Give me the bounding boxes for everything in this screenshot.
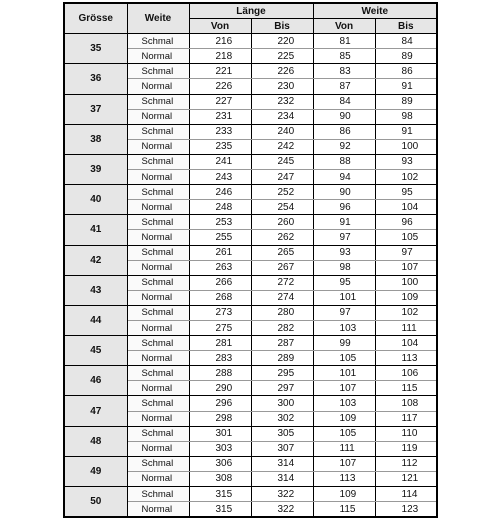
laenge-bis-cell: 272 bbox=[251, 275, 313, 290]
laenge-von-cell: 306 bbox=[189, 456, 251, 471]
weite-bis-cell: 97 bbox=[375, 245, 437, 260]
laenge-von-cell: 283 bbox=[189, 351, 251, 366]
weite-cell: Schmal bbox=[127, 185, 189, 200]
weite-bis-cell: 112 bbox=[375, 456, 437, 471]
weite-cell: Schmal bbox=[127, 94, 189, 109]
weite-bis-cell: 104 bbox=[375, 336, 437, 351]
laenge-bis-cell: 240 bbox=[251, 124, 313, 139]
table-row bbox=[64, 185, 437, 200]
laenge-bis-cell: 305 bbox=[251, 426, 313, 441]
weite-von-cell: 107 bbox=[313, 381, 375, 396]
size-cell: 45 bbox=[64, 336, 127, 366]
laenge-bis-cell: 252 bbox=[251, 185, 313, 200]
laenge-bis-cell: 225 bbox=[251, 49, 313, 64]
weite-cell: Normal bbox=[127, 79, 189, 94]
weite-cell: Normal bbox=[127, 441, 189, 456]
table-row bbox=[64, 426, 437, 441]
weite-bis-cell: 123 bbox=[375, 502, 437, 518]
weite-cell: Schmal bbox=[127, 275, 189, 290]
laenge-von-cell: 308 bbox=[189, 471, 251, 486]
weite-cell: Schmal bbox=[127, 64, 189, 79]
table-row bbox=[64, 64, 437, 79]
weite-von-cell: 98 bbox=[313, 260, 375, 275]
weite-cell: Schmal bbox=[127, 245, 189, 260]
weite-von-cell: 95 bbox=[313, 275, 375, 290]
laenge-von-cell: 301 bbox=[189, 426, 251, 441]
weite-bis-cell: 102 bbox=[375, 305, 437, 320]
weite-von-cell: 88 bbox=[313, 154, 375, 169]
weite-von-cell: 113 bbox=[313, 471, 375, 486]
weite-von-cell: 109 bbox=[313, 487, 375, 502]
laenge-von-cell: 315 bbox=[189, 487, 251, 502]
weite-cell: Schmal bbox=[127, 426, 189, 441]
size-cell: 49 bbox=[64, 456, 127, 486]
laenge-von-cell: 253 bbox=[189, 215, 251, 230]
weite-von-cell: 115 bbox=[313, 502, 375, 518]
laenge-von-cell: 290 bbox=[189, 381, 251, 396]
laenge-von-cell: 226 bbox=[189, 79, 251, 94]
laenge-von-cell: 298 bbox=[189, 411, 251, 426]
weite-von-cell: 107 bbox=[313, 456, 375, 471]
table-header bbox=[64, 3, 437, 34]
laenge-von-cell: 303 bbox=[189, 441, 251, 456]
weite-bis-cell: 86 bbox=[375, 64, 437, 79]
weite-cell: Schmal bbox=[127, 154, 189, 169]
laenge-von-cell: 268 bbox=[189, 290, 251, 305]
weite-bis-cell: 105 bbox=[375, 230, 437, 245]
weite-cell: Normal bbox=[127, 381, 189, 396]
weite-cell: Normal bbox=[127, 170, 189, 185]
size-cell: 37 bbox=[64, 94, 127, 124]
weite-von-cell: 83 bbox=[313, 64, 375, 79]
weite-bis-cell: 121 bbox=[375, 471, 437, 486]
size-cell: 47 bbox=[64, 396, 127, 426]
weite-bis-cell: 98 bbox=[375, 109, 437, 124]
weite-cell: Normal bbox=[127, 351, 189, 366]
weite-cell: Normal bbox=[127, 260, 189, 275]
weite-bis-cell: 107 bbox=[375, 260, 437, 275]
table-row bbox=[64, 124, 437, 139]
size-cell: 44 bbox=[64, 305, 127, 335]
weite-von-cell: 90 bbox=[313, 185, 375, 200]
laenge-von-cell: 218 bbox=[189, 49, 251, 64]
weite-bis-cell: 113 bbox=[375, 351, 437, 366]
weite-von-cell: 94 bbox=[313, 170, 375, 185]
table-row bbox=[64, 396, 437, 411]
laenge-von-cell: 296 bbox=[189, 396, 251, 411]
weite-cell: Schmal bbox=[127, 305, 189, 320]
weite-von-cell: 97 bbox=[313, 230, 375, 245]
header-weite-von: Von bbox=[313, 19, 375, 34]
weite-von-cell: 93 bbox=[313, 245, 375, 260]
weite-bis-cell: 95 bbox=[375, 185, 437, 200]
weite-von-cell: 85 bbox=[313, 49, 375, 64]
size-cell: 38 bbox=[64, 124, 127, 154]
header-size: Grösse bbox=[64, 3, 127, 34]
laenge-bis-cell: 274 bbox=[251, 290, 313, 305]
weite-bis-cell: 89 bbox=[375, 49, 437, 64]
laenge-von-cell: 281 bbox=[189, 336, 251, 351]
laenge-bis-cell: 262 bbox=[251, 230, 313, 245]
laenge-bis-cell: 260 bbox=[251, 215, 313, 230]
weite-bis-cell: 106 bbox=[375, 366, 437, 381]
laenge-bis-cell: 267 bbox=[251, 260, 313, 275]
weite-von-cell: 105 bbox=[313, 351, 375, 366]
weite-von-cell: 84 bbox=[313, 94, 375, 109]
laenge-von-cell: 255 bbox=[189, 230, 251, 245]
weite-von-cell: 103 bbox=[313, 320, 375, 335]
table-row bbox=[64, 487, 437, 502]
weite-von-cell: 103 bbox=[313, 396, 375, 411]
laenge-bis-cell: 322 bbox=[251, 502, 313, 518]
weite-cell: Normal bbox=[127, 502, 189, 518]
weite-cell: Normal bbox=[127, 320, 189, 335]
weite-bis-cell: 104 bbox=[375, 200, 437, 215]
table-row bbox=[64, 305, 437, 320]
weite-von-cell: 99 bbox=[313, 336, 375, 351]
size-cell: 50 bbox=[64, 487, 127, 518]
laenge-bis-cell: 254 bbox=[251, 200, 313, 215]
weite-cell: Schmal bbox=[127, 124, 189, 139]
weite-cell: Schmal bbox=[127, 487, 189, 502]
weite-bis-cell: 119 bbox=[375, 441, 437, 456]
weite-von-cell: 101 bbox=[313, 366, 375, 381]
laenge-von-cell: 315 bbox=[189, 502, 251, 518]
weite-von-cell: 96 bbox=[313, 200, 375, 215]
laenge-von-cell: 227 bbox=[189, 94, 251, 109]
laenge-bis-cell: 242 bbox=[251, 139, 313, 154]
header-laenge-von: Von bbox=[189, 19, 251, 34]
weite-cell: Normal bbox=[127, 109, 189, 124]
laenge-bis-cell: 297 bbox=[251, 381, 313, 396]
header-laenge-bis: Bis bbox=[251, 19, 313, 34]
header-weite-bis: Bis bbox=[375, 19, 437, 34]
weite-von-cell: 101 bbox=[313, 290, 375, 305]
table-row bbox=[64, 154, 437, 169]
weite-cell: Normal bbox=[127, 200, 189, 215]
size-cell: 39 bbox=[64, 154, 127, 184]
laenge-bis-cell: 234 bbox=[251, 109, 313, 124]
weite-von-cell: 81 bbox=[313, 34, 375, 49]
laenge-bis-cell: 302 bbox=[251, 411, 313, 426]
laenge-von-cell: 273 bbox=[189, 305, 251, 320]
size-cell: 48 bbox=[64, 426, 127, 456]
weite-bis-cell: 91 bbox=[375, 124, 437, 139]
header-weite: Weite bbox=[127, 3, 189, 34]
weite-von-cell: 86 bbox=[313, 124, 375, 139]
weite-bis-cell: 109 bbox=[375, 290, 437, 305]
size-cell: 43 bbox=[64, 275, 127, 305]
weite-von-cell: 111 bbox=[313, 441, 375, 456]
weite-bis-cell: 91 bbox=[375, 79, 437, 94]
laenge-von-cell: 221 bbox=[189, 64, 251, 79]
header-weite-group: Weite bbox=[313, 3, 437, 19]
laenge-bis-cell: 289 bbox=[251, 351, 313, 366]
laenge-bis-cell: 232 bbox=[251, 94, 313, 109]
table-row bbox=[64, 456, 437, 471]
laenge-bis-cell: 295 bbox=[251, 366, 313, 381]
laenge-von-cell: 231 bbox=[189, 109, 251, 124]
weite-cell: Schmal bbox=[127, 456, 189, 471]
size-cell: 35 bbox=[64, 34, 127, 64]
laenge-von-cell: 288 bbox=[189, 366, 251, 381]
table-row bbox=[64, 34, 437, 49]
laenge-bis-cell: 307 bbox=[251, 441, 313, 456]
size-cell: 40 bbox=[64, 185, 127, 215]
weite-bis-cell: 117 bbox=[375, 411, 437, 426]
header-row-top bbox=[64, 3, 437, 19]
laenge-bis-cell: 314 bbox=[251, 471, 313, 486]
laenge-von-cell: 266 bbox=[189, 275, 251, 290]
laenge-bis-cell: 220 bbox=[251, 34, 313, 49]
laenge-von-cell: 263 bbox=[189, 260, 251, 275]
header-laenge: Länge bbox=[189, 3, 313, 19]
weite-cell: Normal bbox=[127, 411, 189, 426]
weite-cell: Schmal bbox=[127, 336, 189, 351]
laenge-bis-cell: 322 bbox=[251, 487, 313, 502]
laenge-bis-cell: 226 bbox=[251, 64, 313, 79]
size-cell: 41 bbox=[64, 215, 127, 245]
laenge-bis-cell: 265 bbox=[251, 245, 313, 260]
weite-bis-cell: 108 bbox=[375, 396, 437, 411]
size-cell: 42 bbox=[64, 245, 127, 275]
weite-cell: Schmal bbox=[127, 366, 189, 381]
table-row bbox=[64, 215, 437, 230]
weite-bis-cell: 114 bbox=[375, 487, 437, 502]
weite-von-cell: 87 bbox=[313, 79, 375, 94]
laenge-von-cell: 246 bbox=[189, 185, 251, 200]
weite-bis-cell: 110 bbox=[375, 426, 437, 441]
laenge-bis-cell: 300 bbox=[251, 396, 313, 411]
weite-cell: Normal bbox=[127, 49, 189, 64]
weite-bis-cell: 93 bbox=[375, 154, 437, 169]
laenge-bis-cell: 314 bbox=[251, 456, 313, 471]
laenge-bis-cell: 282 bbox=[251, 320, 313, 335]
weite-von-cell: 109 bbox=[313, 411, 375, 426]
laenge-von-cell: 233 bbox=[189, 124, 251, 139]
weite-cell: Schmal bbox=[127, 34, 189, 49]
laenge-von-cell: 216 bbox=[189, 34, 251, 49]
weite-von-cell: 90 bbox=[313, 109, 375, 124]
laenge-von-cell: 275 bbox=[189, 320, 251, 335]
laenge-von-cell: 241 bbox=[189, 154, 251, 169]
laenge-bis-cell: 245 bbox=[251, 154, 313, 169]
weite-cell: Normal bbox=[127, 230, 189, 245]
laenge-von-cell: 261 bbox=[189, 245, 251, 260]
table-row bbox=[64, 336, 437, 351]
size-cell: 46 bbox=[64, 366, 127, 396]
weite-bis-cell: 84 bbox=[375, 34, 437, 49]
weite-bis-cell: 111 bbox=[375, 320, 437, 335]
table-row bbox=[64, 366, 437, 381]
laenge-von-cell: 235 bbox=[189, 139, 251, 154]
laenge-bis-cell: 280 bbox=[251, 305, 313, 320]
weite-cell: Schmal bbox=[127, 215, 189, 230]
laenge-bis-cell: 230 bbox=[251, 79, 313, 94]
weite-von-cell: 92 bbox=[313, 139, 375, 154]
weite-bis-cell: 115 bbox=[375, 381, 437, 396]
table-row bbox=[64, 245, 437, 260]
weite-cell: Schmal bbox=[127, 396, 189, 411]
weite-bis-cell: 102 bbox=[375, 170, 437, 185]
weite-cell: Normal bbox=[127, 139, 189, 154]
weite-von-cell: 105 bbox=[313, 426, 375, 441]
size-table bbox=[63, 2, 438, 518]
weite-bis-cell: 100 bbox=[375, 275, 437, 290]
table-row bbox=[64, 275, 437, 290]
weite-bis-cell: 89 bbox=[375, 94, 437, 109]
weite-von-cell: 97 bbox=[313, 305, 375, 320]
weite-cell: Normal bbox=[127, 290, 189, 305]
laenge-bis-cell: 287 bbox=[251, 336, 313, 351]
table-row bbox=[64, 94, 437, 109]
laenge-bis-cell: 247 bbox=[251, 170, 313, 185]
weite-von-cell: 91 bbox=[313, 215, 375, 230]
laenge-von-cell: 243 bbox=[189, 170, 251, 185]
weite-cell: Normal bbox=[127, 471, 189, 486]
weite-bis-cell: 100 bbox=[375, 139, 437, 154]
weite-bis-cell: 96 bbox=[375, 215, 437, 230]
laenge-von-cell: 248 bbox=[189, 200, 251, 215]
size-cell: 36 bbox=[64, 64, 127, 94]
table-body bbox=[64, 34, 437, 518]
